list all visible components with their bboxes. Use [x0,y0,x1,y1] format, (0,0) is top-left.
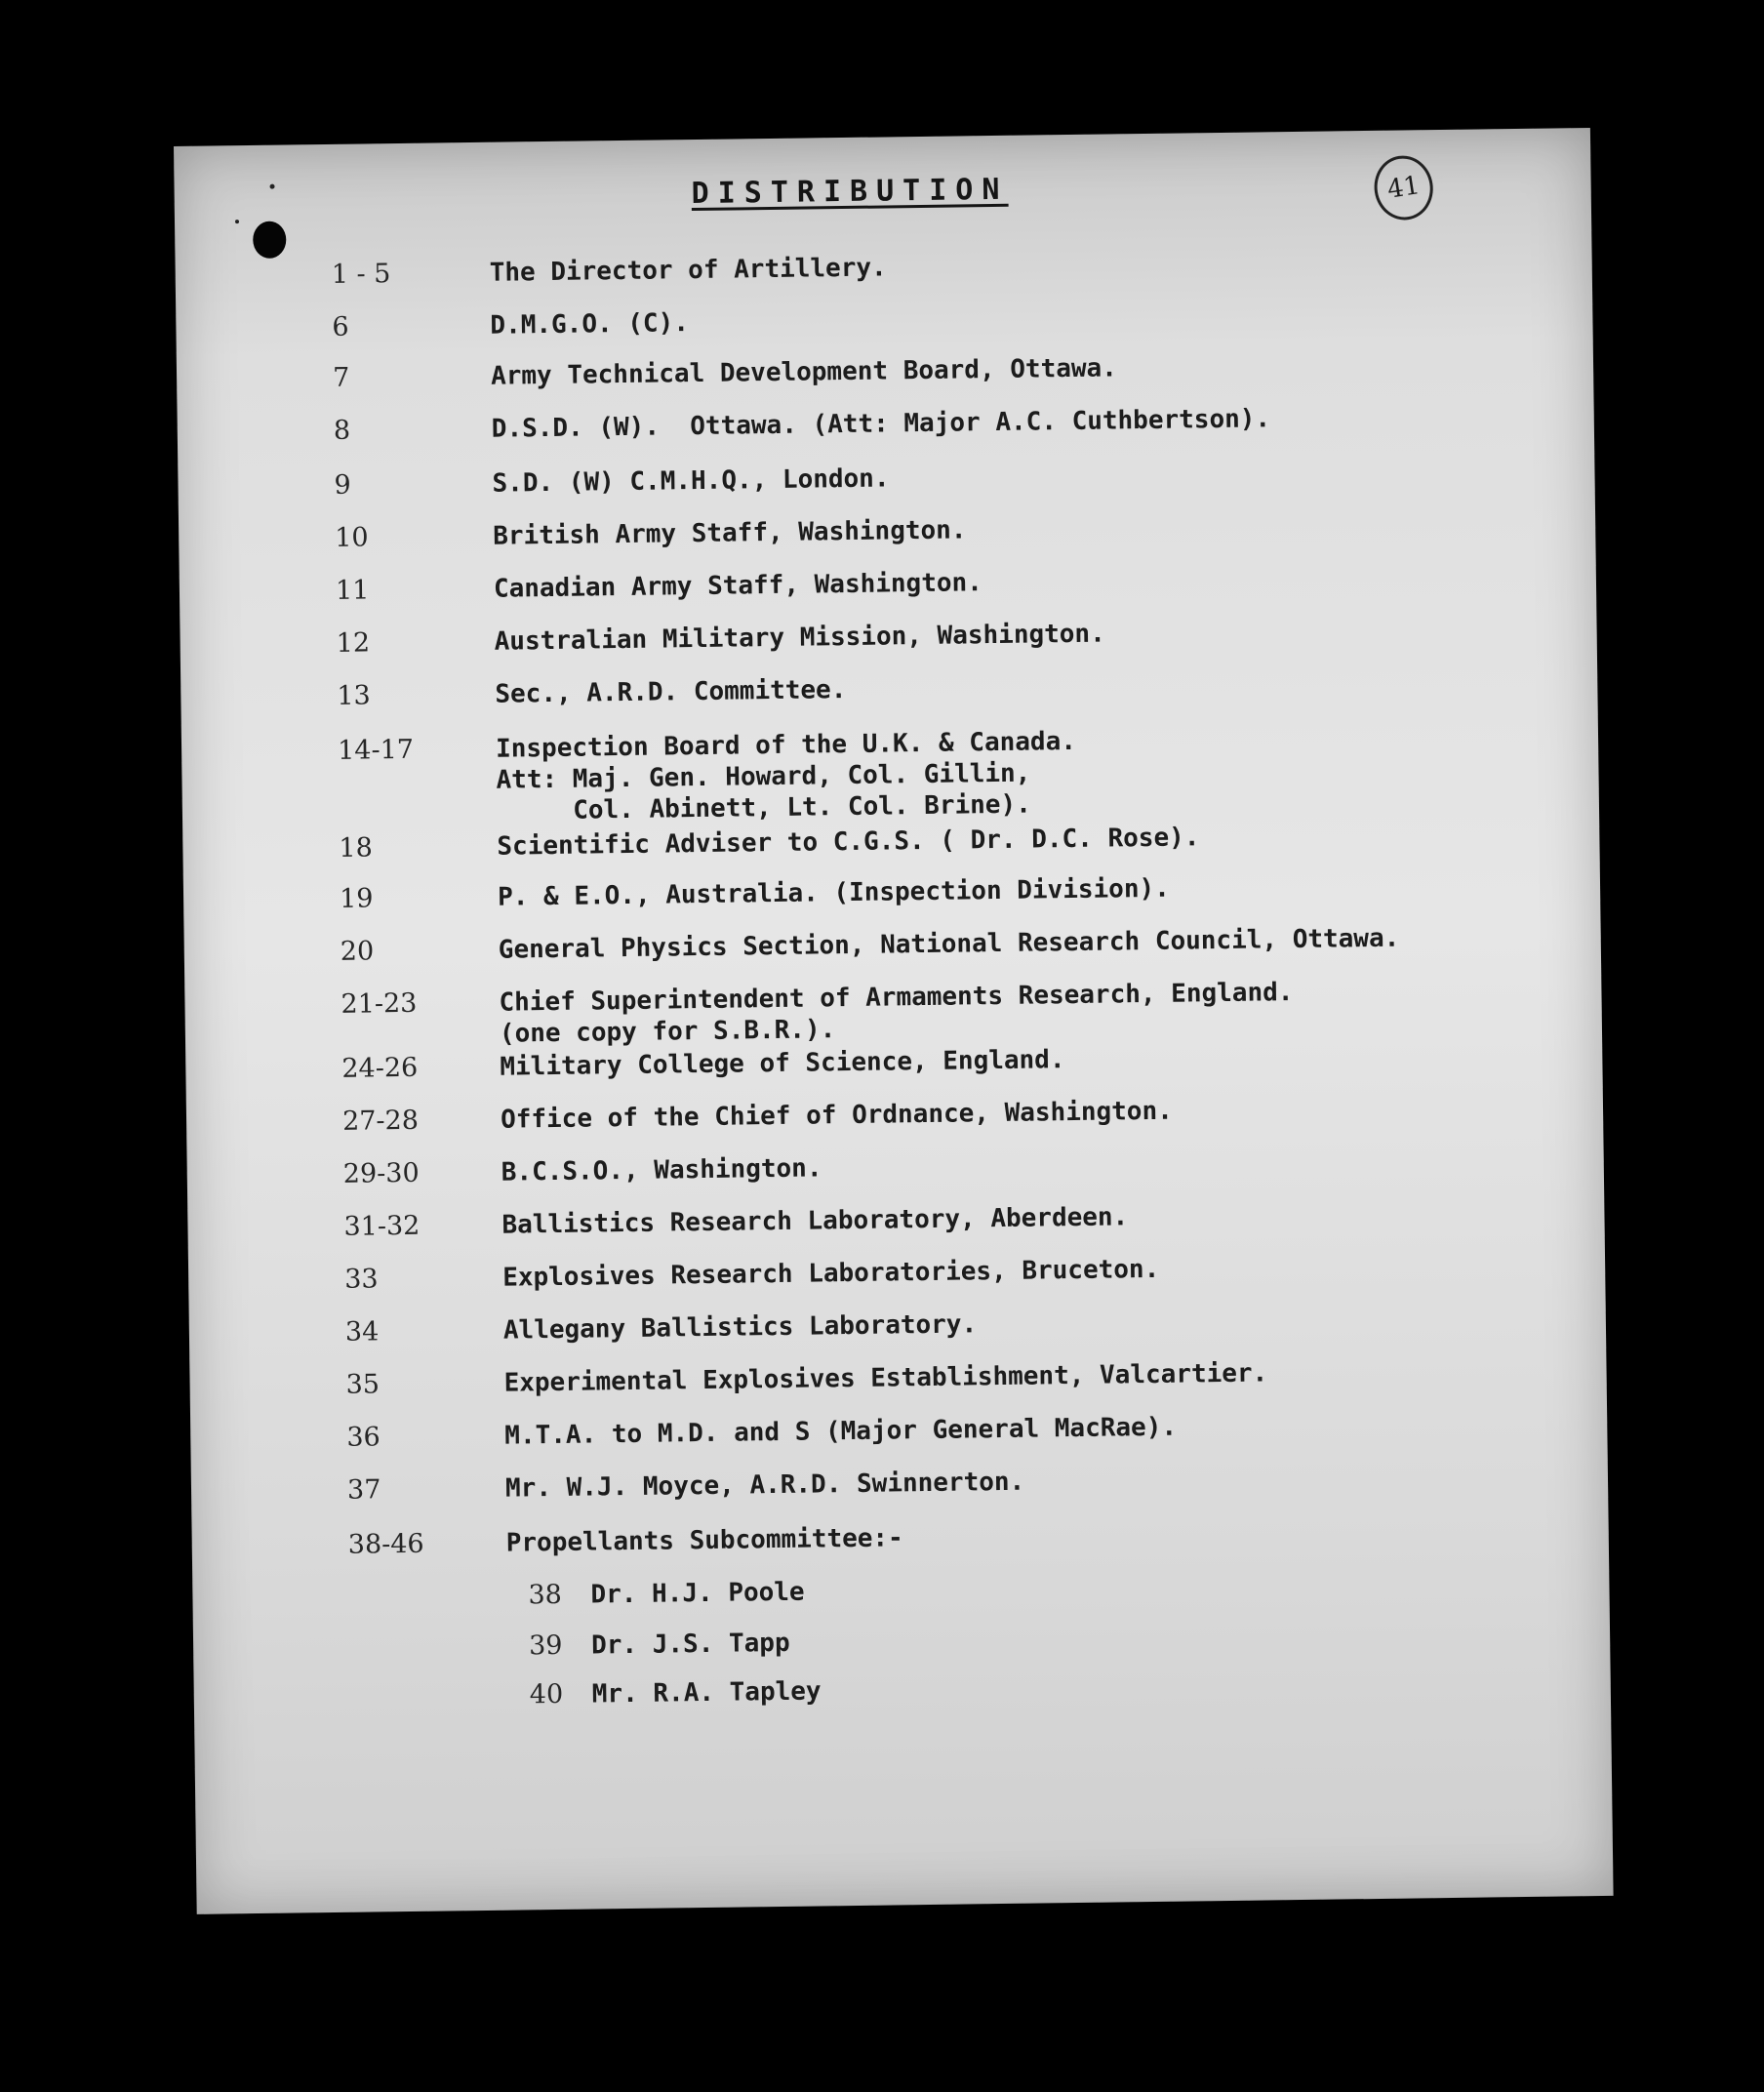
page-number-stamp [1370,151,1437,223]
copy-number: 13 [337,680,371,711]
copy-number: 8 [333,415,351,446]
copy-number: 29-30 [342,1157,420,1189]
list-item [187,1195,1604,1242]
copy-number: 7 [332,362,350,393]
page-number: 41 [1385,171,1423,205]
list-item [191,1459,1608,1506]
list-item [181,719,1598,826]
recipient-line: (one copy for S.B.R.). [499,1015,836,1049]
recipient [501,1195,1575,1240]
punch-hole [253,221,286,259]
recipient-line: Canadian Army Staff, Washington. [493,568,983,604]
recipient-line: Sec., A.R.D. Committee. [495,675,847,709]
recipient-line: D.M.G.O. (C). [490,308,690,341]
recipient-line: Propellants Subcommittee:- [505,1523,903,1558]
copy-number: 24-26 [341,1052,419,1084]
recipient [503,1353,1577,1398]
subcommittee-member [193,1617,1610,1662]
list-item [184,973,1601,1049]
copy-number: 14-17 [337,734,415,766]
recipient [501,1143,1575,1187]
recipient-line: Col. Abinett, Lt. Col. Brine). [496,789,1031,826]
recipient [490,243,1563,288]
recipient [494,612,1567,657]
copy-number: 9 [334,469,351,501]
copy-number: 18 [339,832,373,864]
recipient [490,296,1563,341]
copy-number: 33 [344,1264,379,1295]
recipient-line: Chief Superintendent of Armaments Research, England. [499,978,1294,1018]
recipient-line: Allegany Ballistics Laboratory. [502,1309,978,1346]
recipient [502,1248,1576,1293]
list-item [189,1353,1606,1400]
recipient [492,454,1565,499]
recipient-line: M.T.A. to M.D. and S (Major General MacRae). [504,1412,1178,1451]
list-item [186,1090,1603,1137]
recipient-line: Mr. W.J. Moyce, A.R.D. Swinnerton. [504,1467,1025,1504]
list-item [180,664,1597,711]
recipient-line: The Director of Artillery. [489,253,887,288]
list-item [184,920,1601,967]
copy-number: 19 [339,883,374,914]
copy-number: 6 [332,311,349,342]
list-item [176,296,1592,342]
list-item [178,454,1594,501]
copy-number: 31-32 [343,1210,421,1242]
recipient [495,664,1568,709]
recipient [492,399,1565,444]
copy-number: 36 [346,1422,381,1453]
copy-number: 11 [335,575,370,606]
copy-number: 38-46 [347,1528,424,1560]
recipient [494,559,1567,604]
list-item [180,612,1596,659]
list-item [177,346,1593,393]
recipient-line: General Physics Section, National Research Council, Ottawa. [498,923,1400,965]
copy-number: 1 - 5 [331,259,391,290]
recipient-line: Australian Military Mission, Washington. [494,619,1105,657]
list-item [187,1143,1604,1189]
recipient [496,719,1570,826]
recipient [491,346,1564,391]
copy-number: 21-23 [341,987,418,1020]
recipient-line: Att: Maj. Gen. Howard, Col. Gillin, [496,758,1031,795]
recipient-line: Army Technical Development Board, Ottawa. [490,353,1118,391]
recipient [498,867,1571,912]
ink-speck [270,184,275,189]
recipient-line: Inspection Board of the U.K. & Canada. [495,726,1077,764]
recipient [503,1301,1577,1346]
member-name: Mr. R.A. Tapley [591,1676,822,1710]
subcommittee-member [194,1666,1611,1710]
member-name: Dr. J.S. Tapp [590,1628,790,1661]
recipient [499,973,1573,1049]
member-name: Dr. H.J. Poole [590,1577,805,1610]
page-title: DISTRIBUTION [691,172,1009,212]
recipient-line: British Army Staff, Washington. [493,515,967,551]
copy-number: 35 [345,1369,381,1400]
recipient-line: S.D. (W) C.M.H.Q., London. [492,463,890,499]
copy-number: 20 [340,936,375,967]
recipient [504,1406,1578,1451]
recipient-line: Military College of Science, England. [500,1045,1065,1082]
recipient-line: P. & E.O., Australia. (Inspection Division). [497,873,1170,912]
list-item [179,506,1595,553]
list-item [178,399,1594,446]
list-item [192,1513,1609,1560]
list-item [188,1248,1605,1295]
recipient-line: Office of the Chief of Ordnance, Washington. [500,1096,1173,1135]
recipient-line: D.S.D. (W). Ottawa. (Att: Major A.C. Cuthbertson). [491,404,1271,444]
copy-number: 39 [528,1629,563,1662]
list-item [183,867,1600,914]
copy-number: 34 [344,1316,380,1348]
copy-number: 12 [336,627,371,659]
recipient-line: Scientific Adviser to C.G.S. ( Dr. D.C. Rose). [497,823,1200,862]
recipient [493,506,1566,551]
recipient-line: Ballistics Research Laboratory, Aberdeen. [501,1202,1129,1240]
copy-number: 40 [529,1678,564,1710]
recipient [506,1513,1580,1558]
subcommittee-member [192,1566,1609,1611]
copy-number: 10 [335,522,369,553]
recipient [499,920,1572,965]
list-item [180,559,1596,606]
list-item [176,243,1592,290]
copy-number: 27-28 [341,1105,420,1137]
list-item [190,1406,1607,1453]
recipient-line: Experimental Explosives Establishment, Valcartier. [503,1358,1268,1398]
list-item [189,1301,1606,1348]
recipient-line: Explosives Research Laboratories, Bruceton. [502,1254,1160,1293]
document-page [174,128,1614,1914]
ink-speck [235,220,239,223]
copy-number: 37 [346,1474,381,1506]
copy-number: 38 [528,1579,563,1611]
recipient-line: B.C.S.O., Washington. [501,1153,822,1187]
recipient [505,1459,1579,1504]
recipient [501,1090,1574,1135]
